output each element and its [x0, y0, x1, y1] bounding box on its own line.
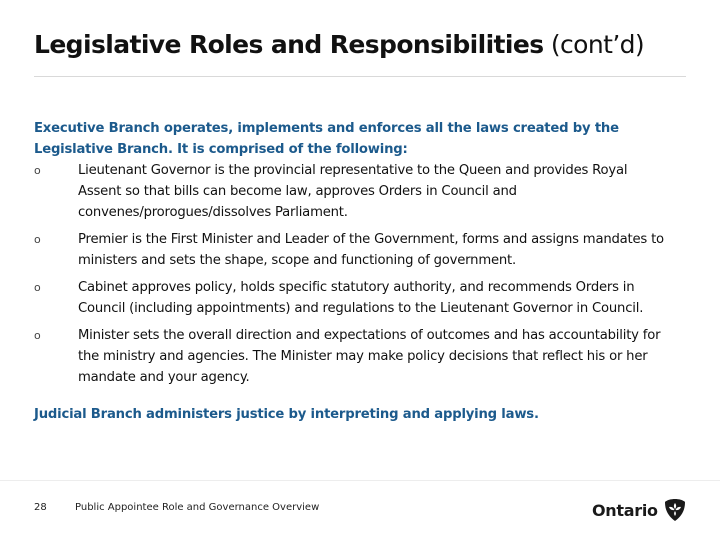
list-item	[34, 277, 674, 319]
list-item	[34, 229, 674, 271]
slide-body	[34, 118, 674, 425]
list-item	[34, 160, 674, 223]
executive-branch-list	[34, 160, 674, 388]
title-divider	[34, 76, 686, 77]
footer-divider	[0, 480, 720, 481]
slide-title	[34, 28, 644, 62]
bullet-marker: o	[34, 281, 41, 294]
list-item-text: Premier is the First Minister and Leader of the Government, forms and assigns mandates to ministers and sets the shape, scope and functioning of government.	[78, 232, 664, 268]
bullet-marker: o	[34, 329, 41, 342]
list-item-text: Lieutenant Governor is the provincial representative to the Queen and provides Royal Assent so that bills can become law, approves Orders in Council and convenes/prorogues/dissolves Parliament.	[78, 163, 628, 220]
slide-title-main: Legislative Roles and Responsibilities	[34, 30, 544, 59]
judicial-branch-statement: Judicial Branch administers justice by interpreting and applying laws.	[34, 407, 539, 422]
slide-title-suffix: (cont’d)	[550, 30, 645, 59]
bullet-marker: o	[34, 164, 41, 177]
executive-branch-intro: Executive Branch operates, implements and enforces all the laws created by the Legislative Branch. It is comprised of the following:	[34, 121, 619, 157]
list-item-text: Minister sets the overall direction and expectations of outcomes and has accountability for the ministry and agencies. The Minister may make policy decisions that reflect his or her mandate and your agency.	[78, 328, 661, 385]
footer-document-title: Public Appointee Role and Governance Overview	[75, 502, 320, 513]
ontario-logo	[592, 496, 688, 524]
list-item-text: Cabinet approves policy, holds specific statutory authority, and recommends Orders in Council (including appointments) and regulations to the Lieutenant Governor in Council.	[78, 280, 644, 316]
trillium-icon	[662, 497, 688, 523]
page-number: 28	[34, 502, 47, 513]
ontario-wordmark: Ontario	[592, 500, 658, 520]
bullet-marker: o	[34, 233, 41, 246]
list-item	[34, 325, 674, 388]
